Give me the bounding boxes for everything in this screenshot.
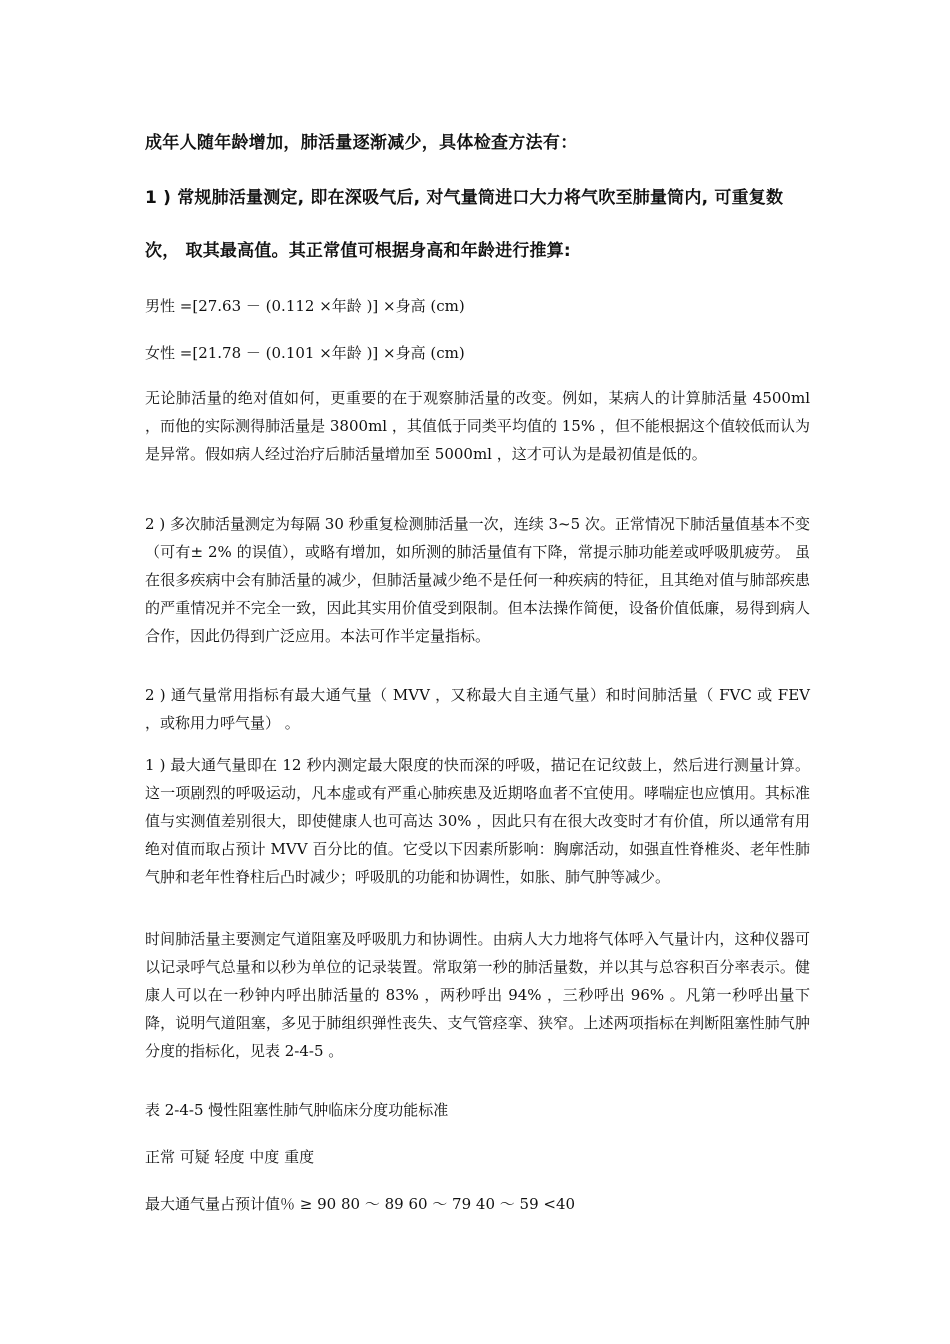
paragraph-timed-vital-capacity: 时间肺活量主要测定气道阻塞及呼吸肌力和协调性。由病人大力地将气体呼入气量计内，这种仪器可以记录呼气总量和以秒为单位的记录装置。常取第一秒的肺活量数，并以其与总容积百分率表示。健康人可以在一秒钟内呼出肺活量的 83% ，两秒呼出 94% ，三秒呼出 96% 。凡第一秒呼出量下降，说明气道阻塞，多见于肺组织弹性丧失、支气管痉挛、狭窄。上述两项指标在判断阻塞性肺气肿分度的指标化，见表 2-4-5 。	[145, 930, 810, 1060]
table-data-row: 最大通气量占预计值％ ≥ 90 80 ～ 89 60 ～ 79 40 ～ 59 <40	[145, 1195, 576, 1213]
paragraph-multiple-measurement: 2 ) 多次肺活量测定为每隔 30 秒重复检测肺活量一次，连续 3~5 次。正常情况下肺活量值基本不变（可有± 2% 的误值），或略有增加，如所测的肺活量值有下降，常提示肺功能差或呼吸肌疲劳。 虽在很多疾病中会有肺活量的减少，但肺活量减少绝不是任何一种疾病的特征，且其绝对值与肺部疾患的严重情况并不完全一致，因此其实用价值受到限制。但本法操作简便，设备价值低廉，易得到病人合作，因此仍得到广泛应用。本法可作半定量指标。	[145, 515, 810, 645]
formula-female: 女性 =[21.78 － (0.101 ×年龄 )] ×身高 (cm)	[145, 344, 465, 362]
paragraph-ventilation-indicators: 2 ) 通气量常用指标有最大通气量（ MVV ，又称最大自主通气量）和时间肺活量（ FVC 或 FEV ，或称用力呼气量） 。	[145, 686, 810, 732]
method-1-paragraph: 1 ) 常规肺活量测定, 即在深吸气后, 对气量筒进口大力将气吹至肺量筒内, 可重复数次， 取其最高值。其正常值可根据身高和年龄进行推算:	[145, 188, 784, 261]
paragraph-absolute-value: 无论肺活量的绝对值如何，更重要的在于观察肺活量的改变。例如，某病人的计算肺活量 4500ml ，而他的实际测得肺活量是 3800ml ，其值低于同类平均值的 15% ，但不能根据这个值较低而认为是异常。假如病人经过治疗后肺活量增加至 5000ml ，这才可认为是最初值是低的。	[145, 389, 810, 463]
table-header-row: 正常 可疑 轻度 中度 重度	[145, 1148, 315, 1166]
formula-male: 男性 =[27.63 － (0.112 ×年龄 )] ×身高 (cm)	[145, 297, 465, 315]
table-caption: 表 2-4-5 慢性阻塞性肺气肿临床分度功能标准	[145, 1101, 449, 1119]
section-heading: 成年人随年龄增加，肺活量逐渐减少，具体检查方法有：	[145, 133, 578, 153]
paragraph-max-ventilation: 1 ) 最大通气量即在 12 秒内测定最大限度的快而深的呼吸，描记在记纹鼓上，然后进行测量计算。这一项剧烈的呼吸运动，凡本虚或有严重心肺疾患及近期咯血者不宜使用。哮喘症也应慎用。其标准值与实测值差别很大，即使健康人也可高达 30% ，因此只有在很大改变时才有价值，所以通常有用绝对值而取占预计 MVV 百分比的值。它受以下因素所影响：胸廓活动，如强直性脊椎炎、老年性肺气肿和老年性脊柱后凸时减少；呼吸肌的功能和协调性，如胀、肺气肿等减少。	[145, 756, 810, 886]
